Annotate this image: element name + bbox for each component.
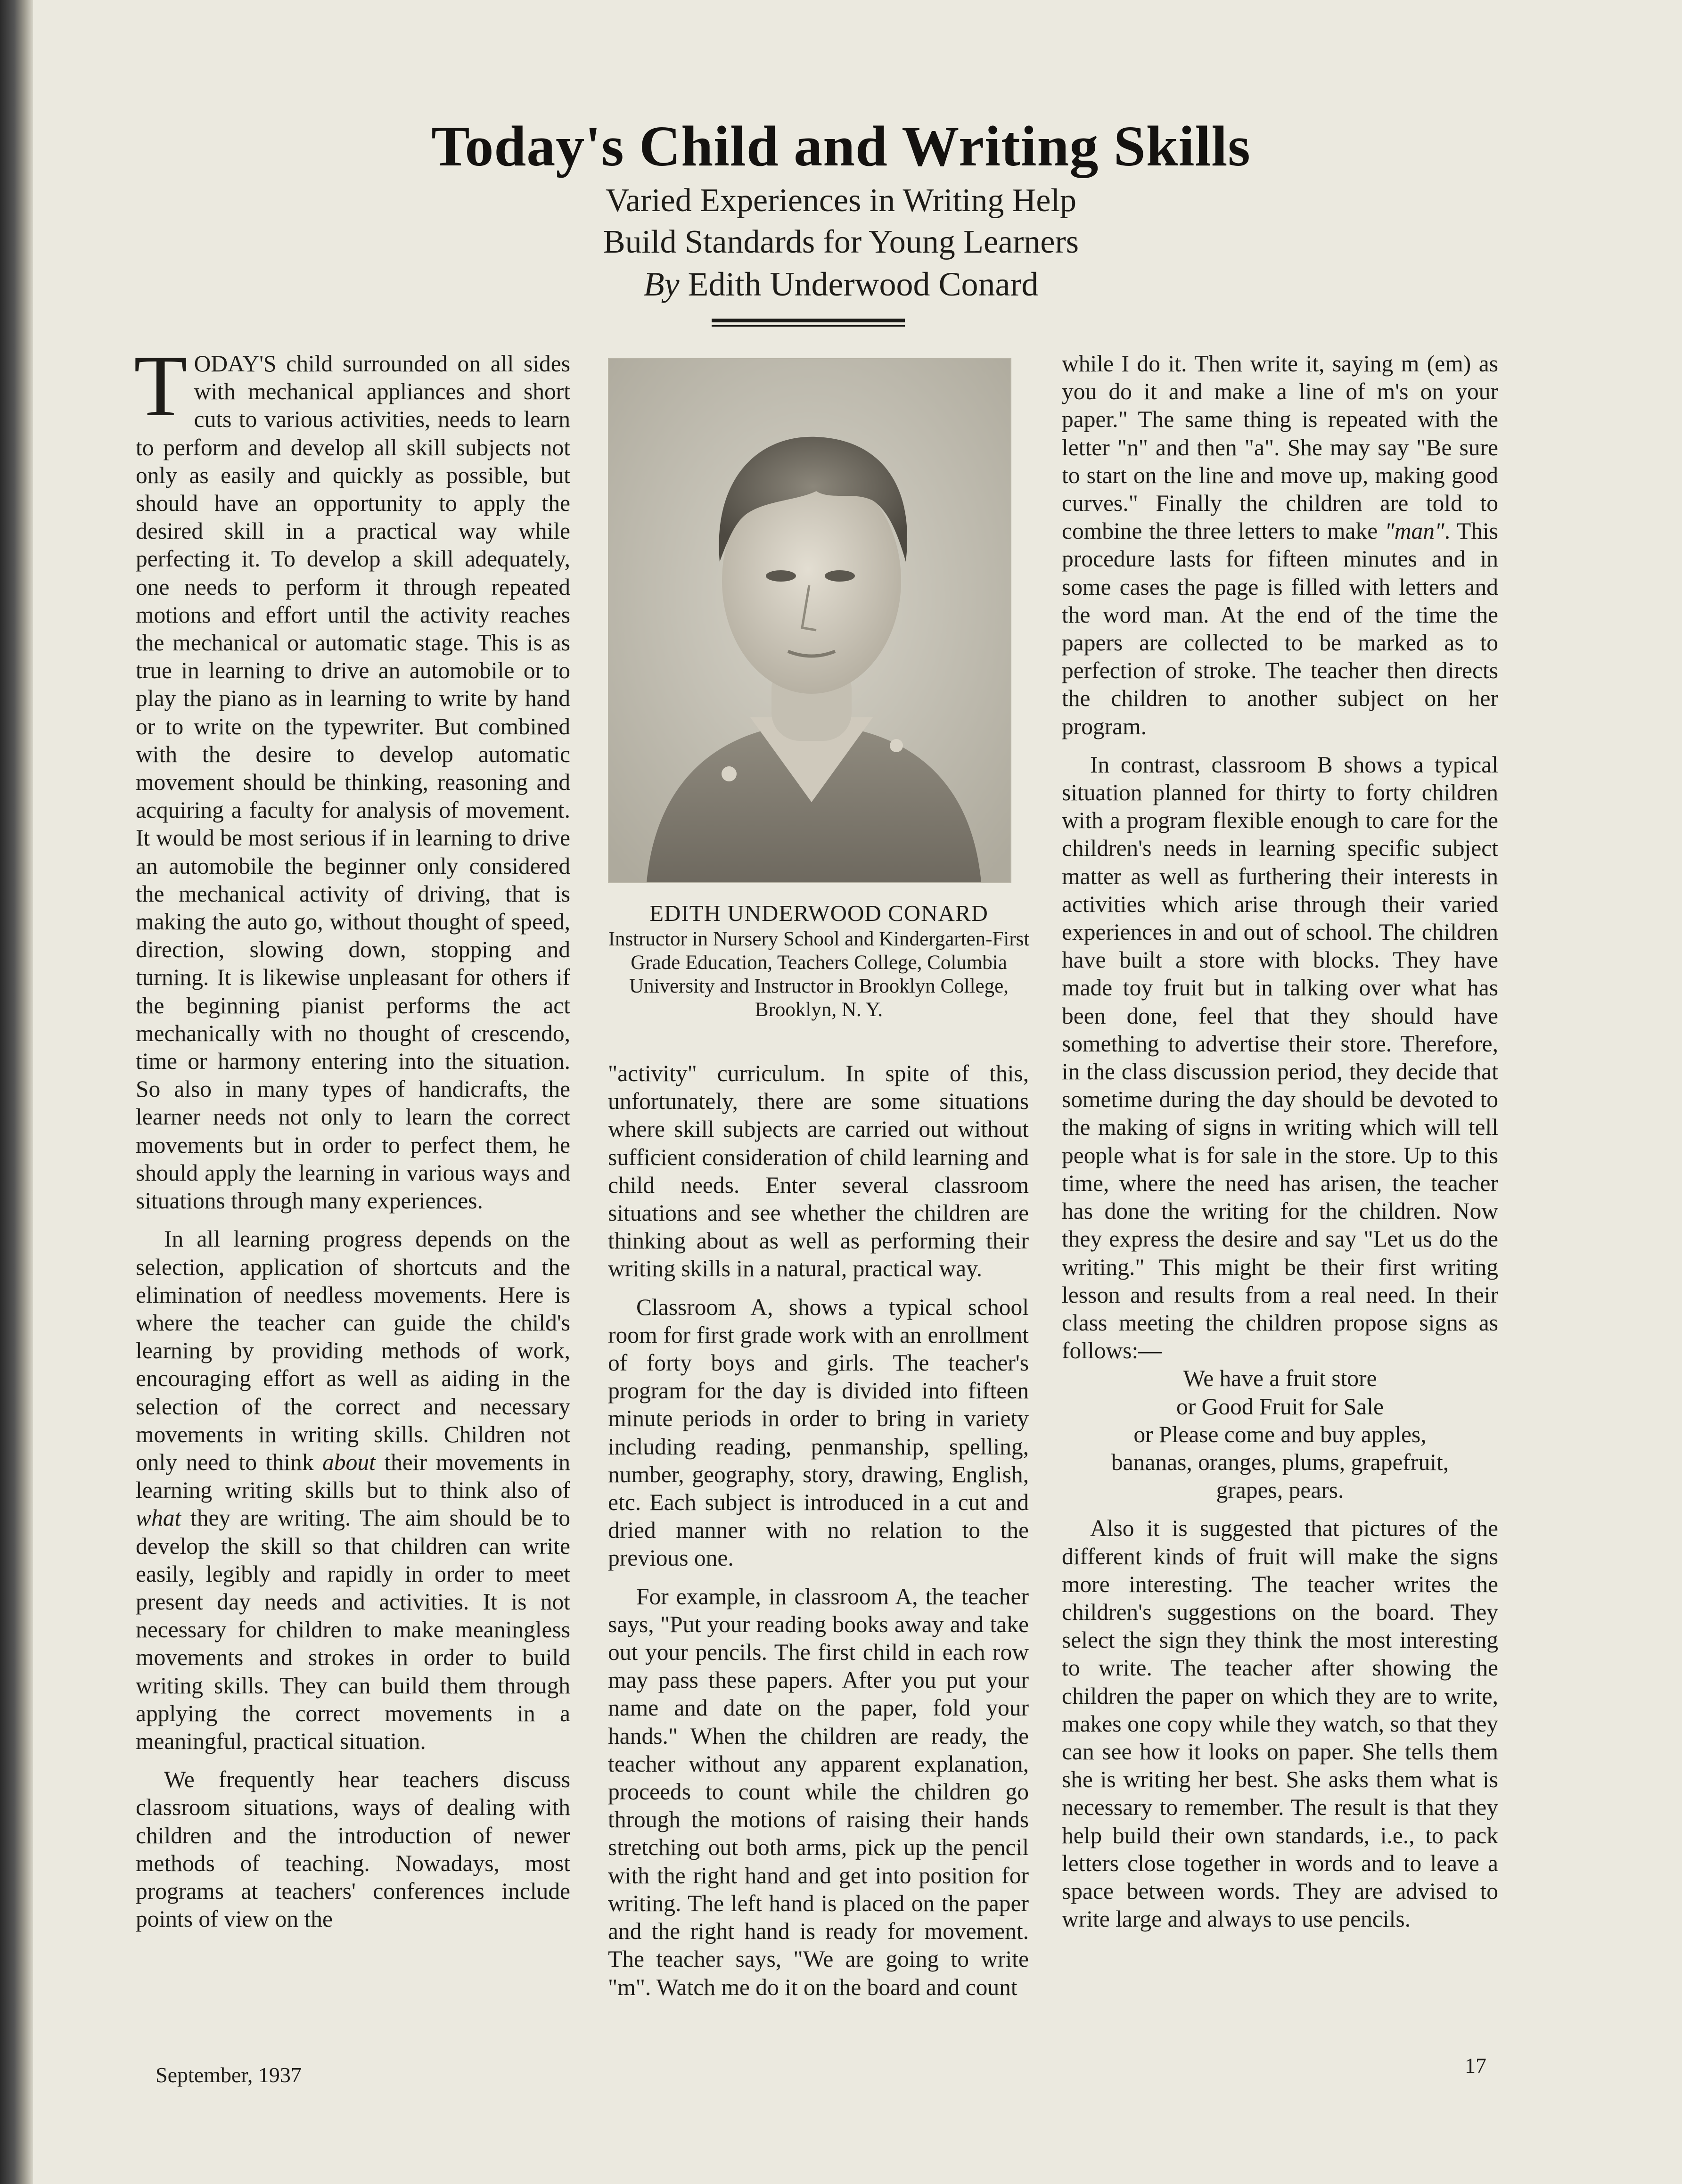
article-byline	[0, 263, 1682, 305]
paragraph-4: "activity" curriculum. In spite of this, unfortunately, there are some situations where skill subjects are carried out without sufficient consideration of child learning and child needs. Enter several classroom situations and see whether the children are thinking about as well as performing their writing skills in a natural, practical way.	[608, 1060, 1029, 1282]
paragraph-2-text-a: In all learning progress depends on the selection, application of shortcuts and the elimination of needless movements. Here is where the teacher can guide the child's learning by providing methods of work, encouraging effort as well as aiding in the selection of the correct and necessary movements in writing skills. Children not only need to think	[136, 1226, 570, 1475]
paragraph-7-text-a: while I do it. Then write it, saying m (em) as you do it and make a line of m's on your paper." The same thing is repeated with the letter "n" and then "a". She may say "Be sure to start on the line and move up, making good curves." Finally the children are told to combine the three letters to make	[1062, 351, 1498, 544]
paragraph-9: Also it is suggested that pictures of the different kinds of fruit will make the signs more interesting. The teacher writes the children's suggestions on the board. They select the sign they think the most interesting to write. The teacher after showing the children the paper on which they are to write, makes one copy while they watch, so that they can see how it looks on paper. She tells them she is writing her best. She asks them what is necessary to remember. The result is that they help build their own standards, i.e., to pack letters close together in words and to leave a space between words. They are advised to write large and always to use pencils.	[1062, 1515, 1498, 1932]
emphasis-what: what	[136, 1505, 181, 1531]
paragraph-8: In contrast, classroom B shows a typical situation planned for thirty to forty children with a program flexible enough to care for the children's needs in learning specific subject matter as well as furthering their interests in activities which arise through their varied experiences in and out of school. The children have built a store with blocks. They have made toy fruit but in talking over what has been done, feel that they should have something to advertise their store. Therefore, in the class discussion period, they decide that sometime during the day should be devoted to the making of signs in writing which will tell people what is for sale in the store. Up to this time, where the need has arisen, the teacher has done the writing for the children. Now they express the desire and say "Let us do the writing." This might be their first writing lesson and results from a real need. In their class meeting the children propose signs as follows:—	[1062, 751, 1498, 1364]
footer-date: September, 1937	[156, 2063, 302, 2087]
drop-cap: T	[134, 337, 188, 435]
paragraph-6: For example, in classroom A, the teacher says, "Put your reading books away and take out your pencils. The first child in each row may pass these papers. After you put your name and date on the paper, fold your hands." When the children are ready, the teacher without any apparent explanation, proceeds to count while the children go through the motions of raising their hands stretching out both arms, pick up the pencil with the right hand and get into position for writing. The left hand is placed on the paper and the right hand is ready for movement. The teacher says, "We are going to write "m". Watch me do it on the board and count	[608, 1583, 1029, 2000]
caption-text: Instructor in Nursery School and Kindergarten-First Grade Education, Teachers College, Columbia University and Instructor in Brooklyn College, Brooklyn, N. Y.	[608, 928, 1030, 1021]
proposed-signs	[1062, 1364, 1498, 1504]
sign-line: grapes, pears.	[1216, 1477, 1344, 1503]
paragraph-1-text: ODAY'S child surrounded on all sides with mechanical appliances and short cuts to various activities, needs to learn to perform and develop all skill subjects not only as easily and quickly as possible, but should have an opportunity to apply the desired skill in a practical way while perfecting it. To develop a skill adequately, one needs to perform it through repeated motions and effort until the activity reaches the mechanical or automatic stage. This is as true in learning to drive an automobile or to play the piano as in learning to write by hand or to write on the typewriter. But combined with the desire to develop automatic movement should be thinking, reasoning and acquiring a faculty for analysis of movement. It would be most serious if in learning to drive an automobile the beginner only considered the mechanical activity of driving, that is making the auto go, without thought of speed, direction, slowing down, stopping and turning. It is likewise unpleasant for others if the beginning pianist performs the act mechanically with no thought of crescendo, time or harmony entering into the situation. So also in many types of handicrafts, the learner needs not only to learn the correct movements but in order to perfect them, he should apply the learning in various ways and situations through many experiences.	[136, 351, 570, 1214]
subtitle-line-1: Varied Experiences in Writing Help	[606, 182, 1076, 219]
article-subtitle	[0, 180, 1682, 263]
paragraph-7	[1062, 350, 1498, 740]
byline-author: Edith Underwood Conard	[688, 265, 1039, 303]
text-column-2	[608, 1059, 1029, 2001]
paragraph-1	[134, 337, 570, 1215]
paragraph-2-text-b: their movements in learning writing skills but to think also of	[136, 1449, 571, 1503]
paragraph-7-text-b: . This procedure lasts for fifteen minutes and in some cases the page is filled with letters and the word man. At the end of the time the papers are collected to be marked as to perfection of stroke. The teacher then directs the children to another subject on her program.	[1062, 518, 1499, 739]
title-rule-thin	[712, 325, 905, 327]
sign-line: bananas, oranges, plums, grapefruit,	[1111, 1449, 1449, 1475]
paragraph-2-text-c: they are writing. The aim should be to develop the skill so that children can write easily, legibly and rapidly in order to meet present day needs and activities. It is not necessary for children to make meaningless movements and strokes in order to build writing skills. They can build them through applying the correct movements in a meaningful, practical situation.	[136, 1505, 571, 1754]
article-title: Today's Child and Writing Skills	[431, 115, 1251, 178]
caption-name: EDITH UNDERWOOD CONARD	[649, 900, 988, 926]
page-number: 17	[1465, 2053, 1486, 2077]
author-portrait-photo	[608, 358, 1011, 883]
sign-line: or Good Fruit for Sale	[1176, 1393, 1384, 1420]
emphasis-about: about	[322, 1449, 376, 1475]
paragraph-3: We frequently hear teachers discuss classroom situations, ways of dealing with children and the introduction of newer methods of teaching. Nowadays, most programs at teachers' conferences include points of view on the	[136, 1766, 570, 1932]
subtitle-line-2: Build Standards for Young Learners	[603, 224, 1079, 260]
sign-line: or Please come and buy apples,	[1133, 1421, 1427, 1447]
sign-line: We have a fruit store	[1183, 1365, 1377, 1392]
page-gutter-shadow	[0, 0, 33, 2184]
portrait-image	[609, 359, 1010, 882]
byline-prefix: By	[643, 265, 680, 303]
title-rule-thick	[712, 319, 905, 322]
text-column-3	[1062, 350, 1498, 1933]
paragraph-5: Classroom A, shows a typical school room for first grade work with an enrollment of forty boys and girls. The teacher's program for the day is divided into fifteen minute periods in order to bring in variety including reading, penmanship, spelling, number, geography, story, drawing, English, etc. Each subject is introduced in a cut and dried manner with no relation to the previous one.	[608, 1294, 1029, 1571]
paragraph-2	[136, 1225, 570, 1755]
photo-caption	[599, 899, 1039, 1022]
text-column-1	[134, 337, 571, 1933]
emphasis-man: "man"	[1384, 518, 1444, 544]
